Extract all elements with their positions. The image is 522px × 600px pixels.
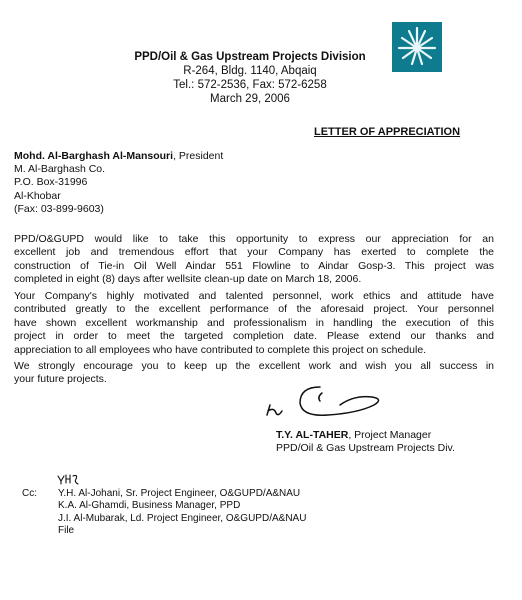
recipient-name: Mohd. Al-Barghash Al-Mansouri: [14, 150, 174, 162]
recipient-city: Al-Khobar: [14, 189, 61, 202]
cc-recipient: File: [58, 525, 75, 537]
letter-date: March 29, 2006: [210, 93, 290, 105]
organization-name: PPD/Oil & Gas Upstream Projects Division: [134, 51, 366, 63]
signer-block: [276, 429, 455, 455]
letterhead: [100, 50, 400, 106]
body-paragraph-1: [14, 233, 494, 287]
signer-name: T.Y. AL-TAHER: [276, 429, 349, 441]
recipient-name-line: [14, 150, 223, 163]
body-line: PPD/O&GUPD would like to take this opportunity to express our appreciation for an: [14, 233, 494, 245]
recipient-address: [14, 150, 223, 216]
body-paragraph-2: [14, 290, 494, 357]
body-line: Your Company's highly motivated and talented personnel, work ethics and attitude have: [14, 290, 494, 302]
recipient-po-box: P.O. Box-31996: [14, 176, 88, 189]
body-line: completed in eight (8) days after wellsite clean-up date on March 18, 2006.: [14, 273, 362, 286]
signer-role: , Project Manager: [348, 429, 432, 441]
recipient-fax: (Fax: 03-899-9603): [14, 202, 104, 215]
letter-title: LETTER OF APPRECIATION: [314, 126, 461, 138]
recipient-title: , President: [173, 150, 224, 162]
organization-phone-fax: Tel.: 572-2536, Fax: 572-6258: [173, 79, 327, 91]
body-line: appreciation to all employees who have contributed to complete this project on schedule.: [14, 343, 427, 356]
cc-recipient: Y.H. Al-Johani, Sr. Project Engineer, O&GUPD/A&NAU: [58, 488, 301, 499]
company-logo-icon: [392, 22, 442, 72]
body-line: your future projects.: [14, 373, 107, 386]
body-line: contributed greatly to the excellent performance of the aforesaid project. Your personnel: [14, 303, 494, 316]
body-paragraph-3: [14, 360, 494, 387]
initials-icon: [56, 472, 80, 486]
recipient-company: M. Al-Barghash Co.: [14, 163, 106, 176]
body-line: have shown excellent workmanship and professionalism in handling the execution of this: [14, 316, 494, 329]
signer-division: PPD/Oil & Gas Upstream Projects Div.: [276, 442, 455, 455]
signer-name-line: [276, 429, 455, 442]
body-line: excellent job and tremendous effort that your Company has exerted to complete the: [14, 246, 494, 259]
cc-list: [58, 488, 306, 538]
cc-recipient: K.A. Al-Ghamdi, Business Manager, PPD: [58, 500, 241, 512]
signature-icon: [262, 375, 392, 425]
cc-recipient: J.I. Al-Mubarak, Ld. Project Engineer, O&GUPD/A&NAU: [58, 512, 307, 524]
body-line: We strongly encourage you to keep up the excellent work and wish you all success in: [14, 360, 494, 372]
cc-label: Cc:: [22, 488, 37, 499]
body-line: construction of Tie-in Oil Well Aindar 551 Flowline to Aindar Gosp-3. This project was: [14, 259, 494, 272]
body-line: project in order to meet the targeted completion date. Please extend our thanks and: [14, 330, 494, 343]
organization-address: R-264, Bldg. 1140, Abqaiq: [183, 65, 317, 77]
